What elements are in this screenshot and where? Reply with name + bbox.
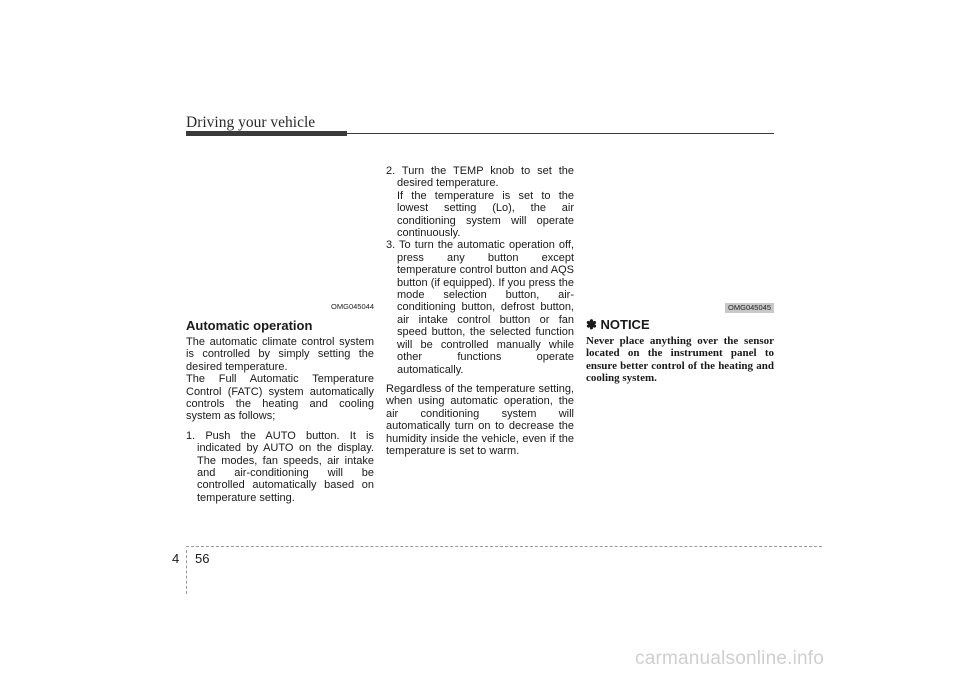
list-item-note: If the temperature is set to the lowest setting (Lo), the air conditioning system will operate continuously. <box>397 189 574 240</box>
left-column <box>186 302 374 504</box>
watermark: carmanualsonline.info <box>635 648 825 669</box>
footer-divider <box>186 550 187 594</box>
paragraph: Regardless of the temperature setting, when using automatic operation, the air conditioning system will automatically turn on to decrease the humidity inside the vehicle, even if the temperature is set to warm. <box>386 382 574 457</box>
section-number: 4 <box>172 551 180 566</box>
figure-code: OMG045045 <box>725 303 774 313</box>
header-bar <box>186 131 347 136</box>
page-number: 56 <box>195 551 210 566</box>
footer-rule <box>186 546 822 547</box>
list-item: 2. Turn the TEMP knob to set the desired temperature. <box>386 165 574 190</box>
paragraph: The automatic climate control system is controlled by simply setting the desired temperature. <box>186 336 374 373</box>
right-column <box>586 303 774 385</box>
list-item: 1. Push the AUTO button. It is indicated by AUTO on the display. The modes, fan speeds, air intake and air-conditioning will be controlled automatically based on temperature setting. <box>186 429 374 504</box>
figure-code: OMG045044 <box>331 302 374 311</box>
page-header-title: Driving your vehicle <box>186 114 316 131</box>
middle-column <box>386 165 574 457</box>
header-rule <box>347 133 774 134</box>
paragraph: The Full Automatic Temperature Control (FATC) system automatically controls the heating and cooling system as follows; <box>186 373 374 423</box>
section-heading: Automatic operation <box>186 318 313 333</box>
list-item: 3. To turn the automatic operation off, press any button except temperature control button and AQS button (if equipped). If you press the mode selection button, air-conditioning button, defrost button, air intake control button or fan speed button, the selected function will be controlled manually while other functions operate automatically. <box>386 239 574 376</box>
notice-title: ✽ NOTICE <box>586 317 650 332</box>
notice-body: Never place anything over the sensor located on the instrument panel to ensure better control of the heating and cooling system. <box>586 335 774 385</box>
